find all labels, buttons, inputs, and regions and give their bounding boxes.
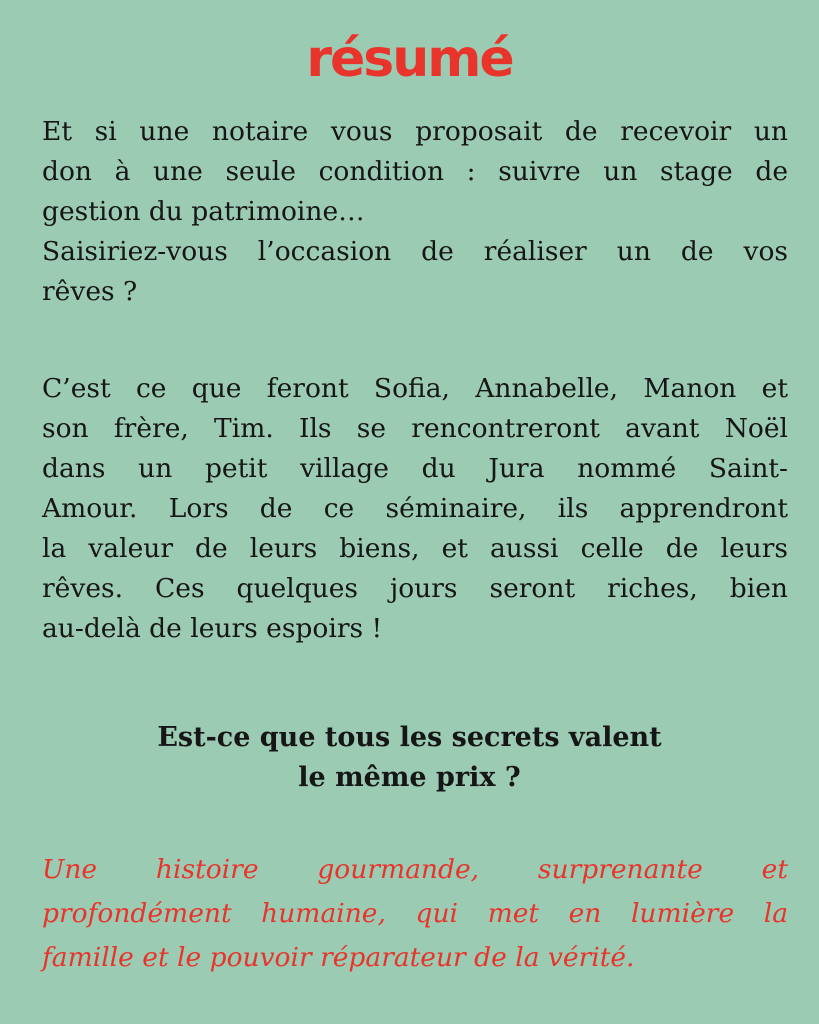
summary-line: Amour. Lors de ce séminaire, ils apprendront [42,493,788,524]
summary-paragraph-1 [42,112,788,312]
question-line: le même prix ? [298,762,521,793]
key-question [0,718,819,798]
summary-paragraph-2 [42,369,788,649]
tagline-line: Une histoire gourmande, surprenante et [42,854,788,885]
tagline-line: profondément humaine, qui met en lumière la [42,898,788,929]
summary-line: dans un petit village du Jura nommé Saint- [42,453,788,484]
summary-line: la valeur de leurs biens, et aussi celle de leurs [42,533,788,564]
page-title: résumé [306,29,513,89]
tagline [42,848,788,980]
summary-line: Et si une notaire vous proposait de recevoir un [42,116,788,147]
tagline-line: famille et le pouvoir réparateur de la vérité. [42,942,635,973]
summary-line: don à une seule condition : suivre un stage de [42,156,788,187]
summary-line: rêves. Ces quelques jours seront riches, bien [42,573,788,604]
summary-line: son frère, Tim. Ils se rencontreront avant Noël [42,413,788,444]
summary-line: Saisiriez-vous l’occasion de réaliser un de vos [42,236,788,267]
summary-line: gestion du patrimoine… [42,196,365,227]
summary-line: rêves ? [42,276,138,307]
summary-line: au-delà de leurs espoirs ! [42,613,383,644]
question-line: Est-ce que tous les secrets valent [157,722,662,753]
summary-line: C’est ce que feront Sofia, Annabelle, Manon et [42,373,788,404]
